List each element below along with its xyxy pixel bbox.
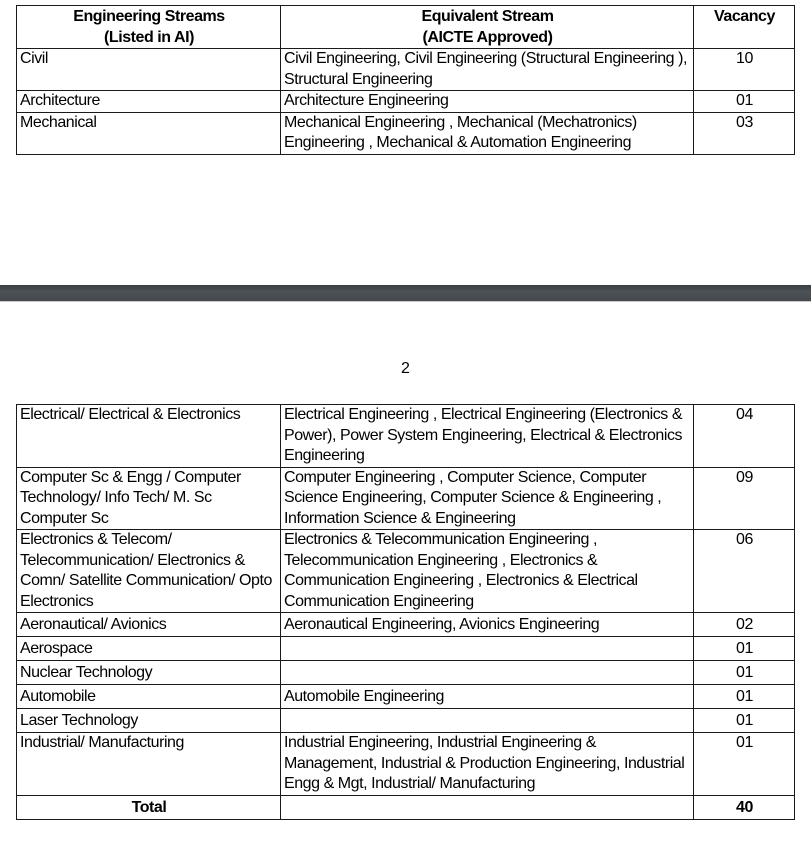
vacancy-cell: 06 [694, 530, 795, 613]
vacancy-cell: 01 [694, 685, 795, 709]
table-row [17, 467, 795, 530]
header-vacancy: Vacancy [694, 6, 795, 49]
table-row [17, 661, 795, 685]
stream-cell: Electronics & Telecom/ Telecommunication/ Electronics & Comn/ Satellite Communication/ Opto Electronics [17, 530, 281, 613]
vacancy-cell: 01 [694, 91, 795, 113]
stream-cell: Industrial/ Manufacturing [17, 733, 281, 796]
equivalent-cell: Electrical Engineering , Electrical Engineering (Electronics & Power), Power System Engineering, Electrical & Electronics Engineering [281, 405, 694, 468]
equivalent-cell: Electronics & Telecommunication Engineering , Telecommunication Engineering , Electronics & Communication Engineering , Electronics & Electrical Communication Engineering [281, 530, 694, 613]
equivalent-cell [281, 709, 694, 733]
equivalent-cell: Mechanical Engineering , Mechanical (Mechatronics) Engineering , Mechanical & Automation Engineering [281, 112, 694, 154]
table-header-row [17, 6, 795, 49]
vacancy-cell: 01 [694, 733, 795, 796]
header-stream-line1: Engineering Streams [73, 8, 225, 25]
stream-cell: Mechanical [17, 112, 281, 154]
table-row [17, 405, 795, 468]
stream-cell: Civil [17, 49, 281, 91]
table-row [17, 91, 795, 113]
equivalent-cell: Computer Engineering , Computer Science, Computer Science Engineering, Computer Science & Engineering , Information Science & Engineering [281, 467, 694, 530]
stream-cell: Automobile [17, 685, 281, 709]
equivalent-cell: Industrial Engineering, Industrial Engineering & Management, Industrial & Production Engineering, Industrial Engg & Mgt, Industrial/ Manufacturing [281, 733, 694, 796]
total-label: Total [17, 795, 281, 819]
header-equivalent-line1: Equivalent Stream [421, 8, 554, 25]
stream-cell: Aerospace [17, 637, 281, 661]
stream-cell: Computer Sc & Engg / Computer Technology/ Info Tech/ M. Sc Computer Sc [17, 467, 281, 530]
header-equivalent-stream [281, 6, 694, 49]
vacancy-cell: 04 [694, 405, 795, 468]
total-equivalent-cell [281, 795, 694, 819]
equivalent-cell: Aeronautical Engineering, Avionics Engineering [281, 613, 694, 637]
total-vacancy: 40 [694, 795, 795, 819]
table-row [17, 49, 795, 91]
page-number: 2 [401, 360, 410, 377]
equivalent-cell [281, 661, 694, 685]
table-row [17, 613, 795, 637]
vacancy-table-page-2 [16, 404, 795, 820]
vacancy-table-page-1 [16, 5, 795, 155]
vacancy-cell: 01 [694, 709, 795, 733]
stream-cell: Nuclear Technology [17, 661, 281, 685]
vacancy-cell: 09 [694, 467, 795, 530]
vacancy-cell: 01 [694, 661, 795, 685]
vacancy-cell: 02 [694, 613, 795, 637]
stream-cell: Aeronautical/ Avionics [17, 613, 281, 637]
equivalent-cell: Automobile Engineering [281, 685, 694, 709]
stream-cell: Electrical/ Electrical & Electronics [17, 405, 281, 468]
vacancy-cell: 10 [694, 49, 795, 91]
table-row [17, 685, 795, 709]
header-equivalent-line2: (AICTE Approved) [422, 28, 553, 46]
stream-cell: Architecture [17, 91, 281, 113]
table-row [17, 709, 795, 733]
stream-cell: Laser Technology [17, 709, 281, 733]
total-row [17, 795, 795, 819]
table-row [17, 733, 795, 796]
table-row [17, 112, 795, 154]
equivalent-cell: Architecture Engineering [281, 91, 694, 113]
vacancy-cell: 03 [694, 112, 795, 154]
equivalent-cell [281, 637, 694, 661]
page-break-separator [0, 285, 811, 302]
table-row [17, 530, 795, 613]
header-engineering-streams [17, 6, 281, 49]
equivalent-cell: Civil Engineering, Civil Engineering (Structural Engineering ), Structural Engineering [281, 49, 694, 91]
vacancy-cell: 01 [694, 637, 795, 661]
table-row [17, 637, 795, 661]
header-stream-line2: (Listed in AI) [104, 28, 194, 46]
